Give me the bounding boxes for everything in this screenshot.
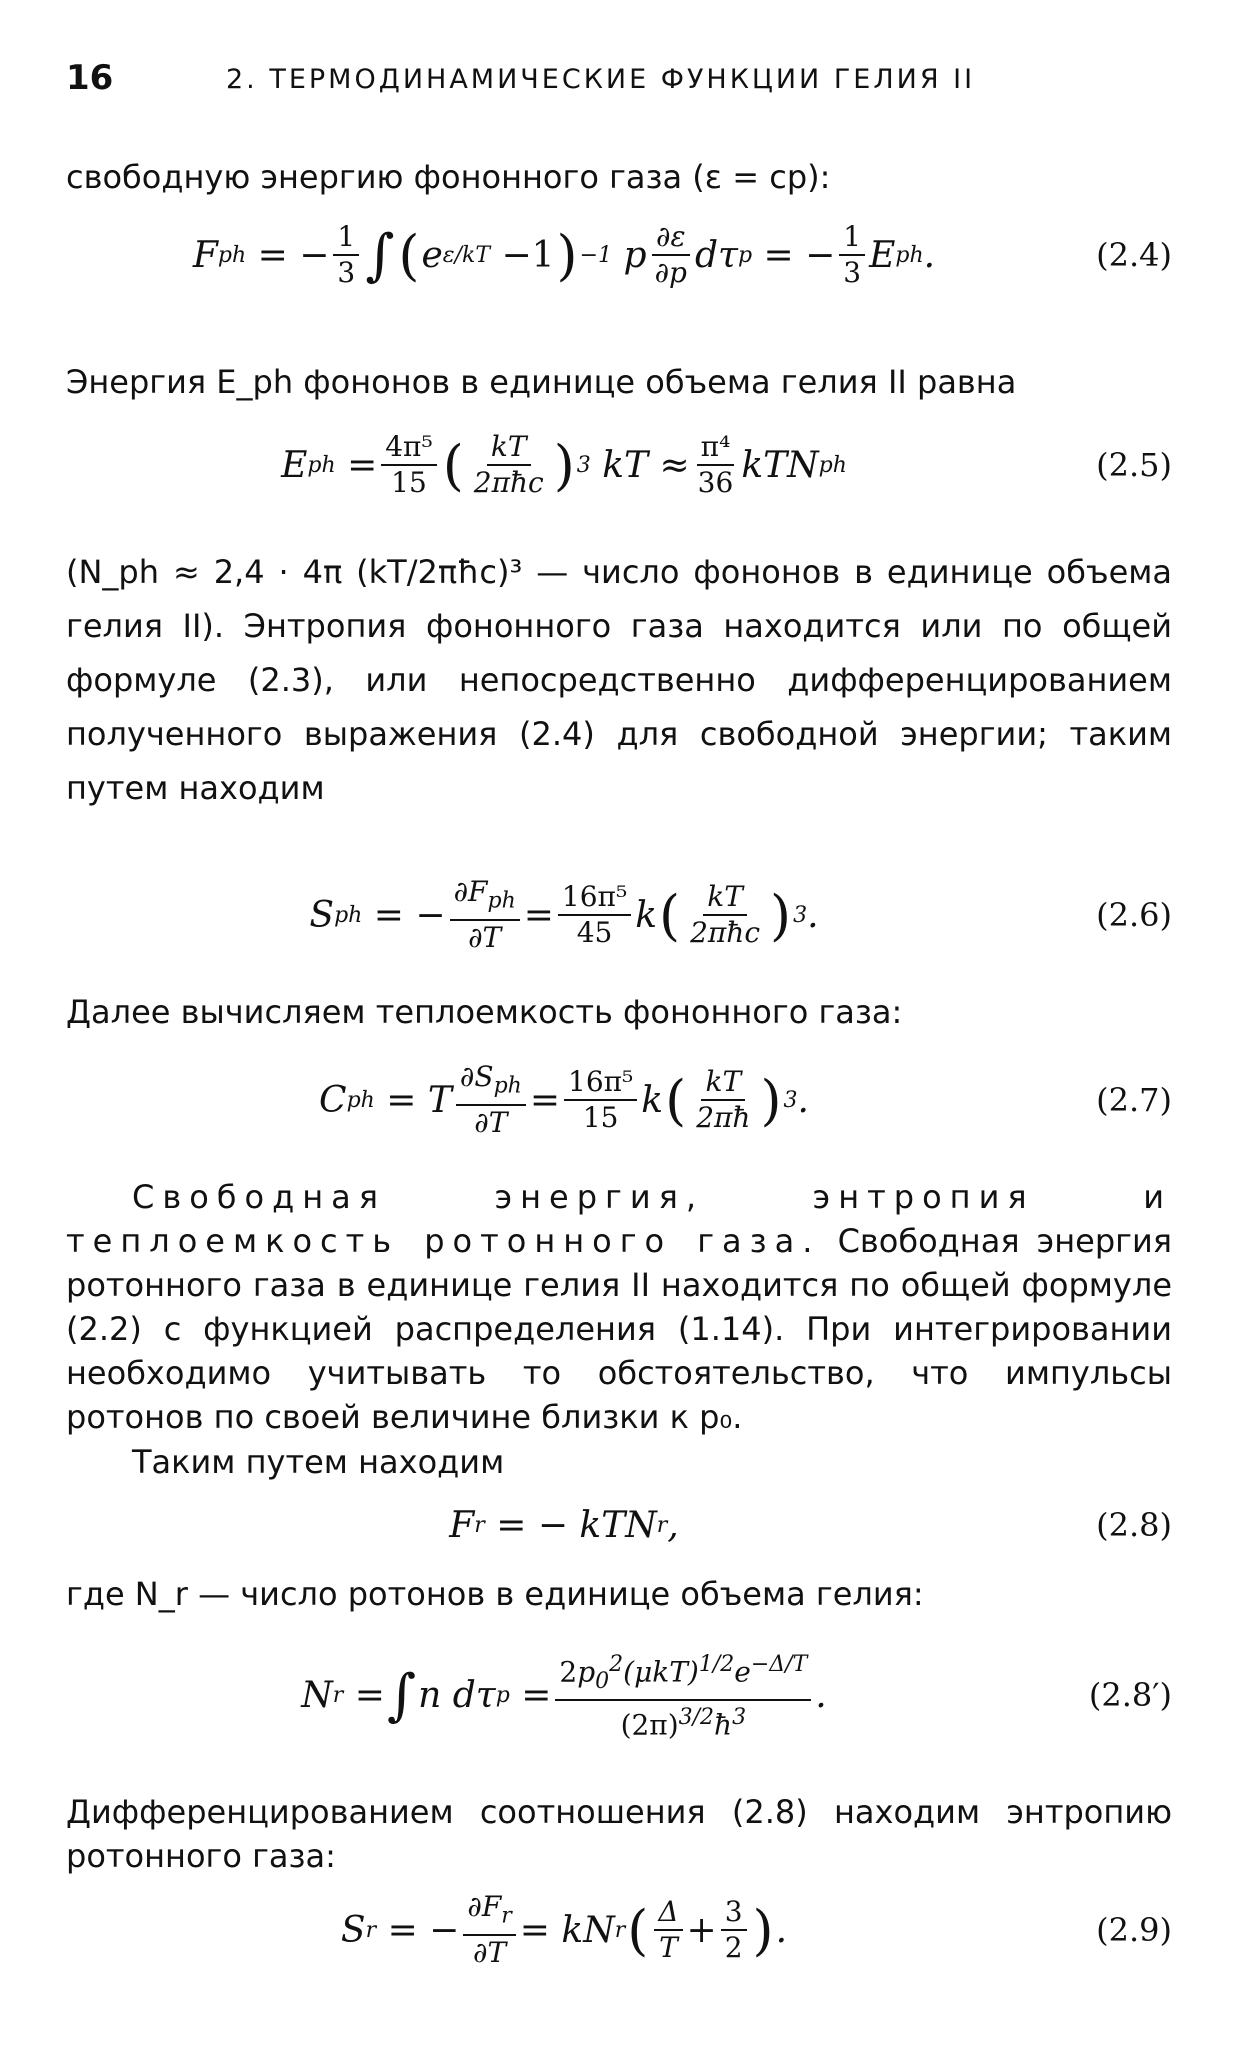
- equation-2-4: [66, 200, 1172, 310]
- paragraph-5-text: Свободная энергия ротонного газа в единице гелия II находится по общей формуле (2.2) с функцией распределения (1.14). При интегрировании необходимо учитывать то обстоятельство, что импульсы ротонов по своей величине близки к p₀.: [66, 1222, 1173, 1436]
- equation-number: (2.9): [1096, 1911, 1172, 1949]
- formula-2-8-prime: N r = ∫ n dτ p = $\frac{2p_0^2(\mu kT)^{1/2}e^{-\Delta/T}}{(2\pi)^{3/2}ħ^3}$ .: [66, 1648, 1062, 1742]
- equation-2-6: [66, 865, 1172, 965]
- section-run-in-heading: Свободная энергия, энтропия и теплоемкость ротонного газа.: [66, 1178, 1172, 1260]
- paragraph-3: (N_ph ≈ 2,4 · 4π (kT/2πħc)³ — число фононов в единице объема гелия II). Энтропия фононного газа находится или по общей формуле (2.3), или непосредственно дифференцированием полученного выражения (2.4) для свободной энергии; таким путем находим: [66, 553, 1172, 807]
- formula-2-4: F ph = − $\frac{1}{3}$ ∫ ( e ε/kT − 1 ) −1 p $\frac{\partial\varepsilon}{\partial p}$ dτ p = − $\frac{1}{3}$ E ph .: [192, 220, 936, 289]
- paragraph-4: Далее вычисляем теплоемкость фононного газа:: [66, 993, 903, 1031]
- equation-number: (2.8′): [1088, 1676, 1172, 1714]
- paragraph-1: свободную энергию фононного газа (ε = cp):: [66, 158, 831, 196]
- equation-number: (2.5): [1096, 446, 1172, 484]
- page-number: 16: [66, 58, 114, 98]
- paragraph-8: Дифференцированием соотношения (2.8) находим энтропию ротонного газа:: [66, 1793, 1172, 1875]
- formula-2-9: S r = − $\frac{\partial F_r}{\partial T}$ = kN r ( $\frac{\Delta}{T}$ + $\frac{3}{2}$ ) .: [340, 1890, 788, 1969]
- equation-number: (2.6): [1096, 896, 1172, 934]
- equation-2-8-prime: [66, 1630, 1172, 1760]
- equation-2-5: [66, 420, 1172, 510]
- formula-2-5: E ph = $\frac{\text{4π⁵}}{15}$ ( $\frac{kT}{\text{2πħc}}$ ) 3 kT ≈ $\frac{\text{π⁴}}{36}$ kTN ph: [281, 430, 847, 499]
- formula-2-7: C ph = T $\frac{\partial S_{ph}}{\partial T}$ = $\frac{\text{16π⁵}}{15}$ k ( $\frac{kT}{2\pi ħ}$ ) 3 .: [319, 1060, 809, 1139]
- running-head: 2. ТЕРМОДИНАМИЧЕСКИЕ ФУНКЦИИ ГЕЛИЯ II: [226, 64, 976, 95]
- equation-number: (2.7): [1096, 1081, 1172, 1119]
- equation-2-9: [66, 1880, 1172, 1980]
- equation-2-7: [66, 1050, 1172, 1150]
- equation-number: (2.8): [1096, 1506, 1172, 1544]
- formula-2-8: F r = − kTN r ,: [449, 1504, 679, 1546]
- page-header: [66, 58, 1186, 108]
- equation-2-8: [66, 1495, 1172, 1555]
- formula-2-6: S ph = − $\frac{\partial F_{ph}}{\partial T}$ = $\frac{\text{16π⁵}}{45}$ k ( $\frac{kT}{\text{2πħc}}$ ) 3 .: [309, 875, 819, 954]
- equation-number: (2.4): [1096, 236, 1172, 274]
- paragraph-2: Энергия E_ph фононов в единице объема гелия II равна: [66, 363, 1017, 401]
- paragraph-6: Таким путем находим: [132, 1443, 505, 1481]
- paragraph-7: где N_r — число ротонов в единице объема гелия:: [66, 1575, 924, 1613]
- paragraph-5: [66, 1175, 1172, 1439]
